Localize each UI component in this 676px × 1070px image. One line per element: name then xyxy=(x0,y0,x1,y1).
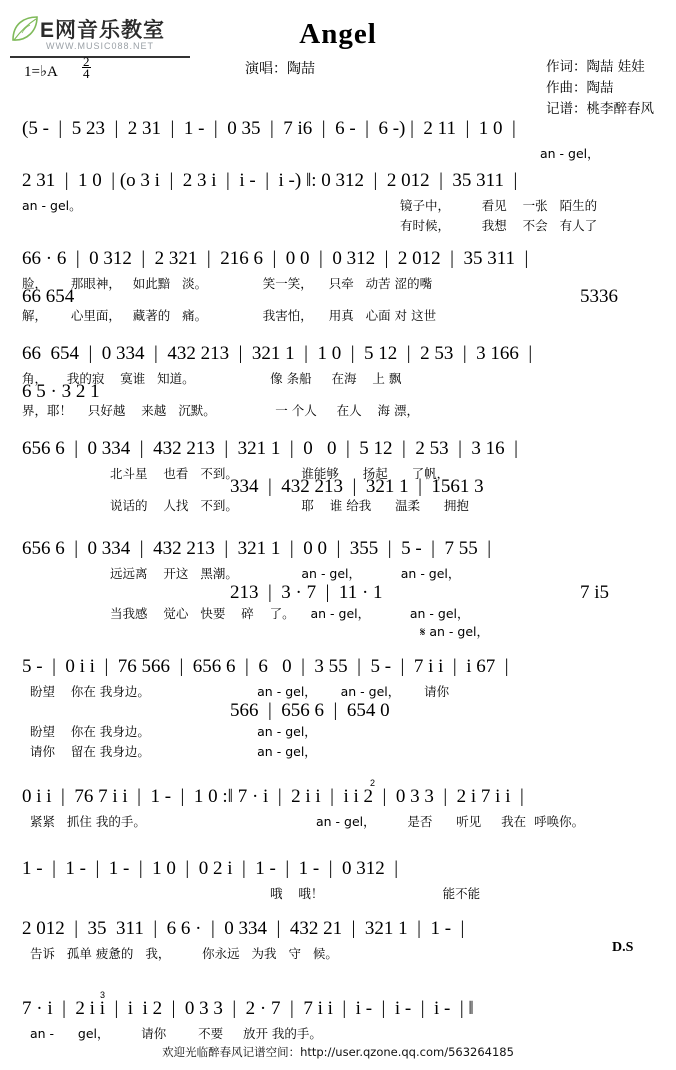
lyric-line: 镜子中， 看见 一张 陌生的 xyxy=(400,198,598,213)
staff-row xyxy=(0,118,676,170)
ds-marking: D.S xyxy=(612,940,634,955)
meter-numerator: 2 xyxy=(83,54,90,69)
credit-lyricist: 作词：陶喆 娃娃 xyxy=(546,59,645,75)
notation-line: 1 - | 1 - | 1 - | 1 0 | 0 2 i | 1 - | 1 - | 0 312 | xyxy=(22,858,399,879)
lyric-line: 界，耶！ 只好越 来越 沉默。 一 个人 在人 海 漂， xyxy=(22,403,420,418)
notation-line: 2 012 | 35 311 | 6 6 · | 0 334 | 432 21 | 321 1 | 1 - | xyxy=(22,918,465,939)
singer-line: 演唱：陶喆 xyxy=(245,61,315,77)
staff-row xyxy=(0,343,676,438)
lyric-line: 解， 心里面， 藏著的 痛。 我害怕， 用真 心面 对 这世 xyxy=(22,308,437,323)
lyric-line: 角， 我的寂 寞谁 知道。 像 条船 在海 上 飘 xyxy=(22,371,402,386)
lyric-line: 盼望 你在 我身边。 an - gel， xyxy=(30,724,317,739)
staff-row xyxy=(0,170,676,248)
lyric-line: 哦 哦！ 能不能 xyxy=(270,886,481,901)
lyric-line: an - gel， 是否 听见 我在 呼唤你。 xyxy=(316,814,585,829)
notation-fragment: 213 | 3 · 7 | 11 · 1 xyxy=(230,582,383,603)
credits-block xyxy=(546,57,654,120)
notation-fragment: 2 xyxy=(370,778,376,788)
notation-fragment: 6 5 · 3 2 1 xyxy=(22,381,100,402)
meter-denominator: 4 xyxy=(83,66,90,81)
notation-line: 2 31 | 1 0 | (o 3 i | 2 3 i | i - | i -) ‖: 0 312 | 2 012 | 35 311 | xyxy=(22,170,518,191)
notation-line: 5 - | 0 i i | 76 566 | 656 6 | 6 0 | 3 55 | 5 - | 7 i i | i 67 | xyxy=(22,656,509,677)
logo-subtext: WWW.MUSIC088.NET xyxy=(46,41,155,51)
lyric-line: 有时候， 我想 不会 有人了 xyxy=(400,218,598,233)
notation-line: 656 6 | 0 334 | 432 213 | 321 1 | 0 0 | 5 12 | 2 53 | 3 16 | xyxy=(22,438,518,459)
notation-fragment: 7 i5 xyxy=(580,582,610,603)
notation-fragment: 334 | 432 213 | 321 1 | 1561 3 xyxy=(230,476,484,497)
notation-line: 66 · 6 | 0 312 | 2 321 | 216 6 | 0 0 | 0 312 | 2 012 | 35 311 | xyxy=(22,248,529,269)
footer-note: 欢迎光临醉春风记谱空间：http://user.qzone.qq.com/563264185 xyxy=(162,1045,514,1059)
notation-fragment: 3 xyxy=(100,990,106,1000)
lyric-line: 说话的 人找 不到。 耶 谁 给我 温柔 拥抱 xyxy=(110,498,469,513)
notation-line: 7 · i | 2 i i | i i 2 | 0 3 3 | 2 · 7 | 7 i i | i - | i - | i - | ‖ xyxy=(22,998,474,1019)
notation-fragment: 566 | 656 6 | 654 0 xyxy=(230,700,390,721)
notation-fragment: 𝄋 an - gel， xyxy=(420,624,489,639)
lyric-line: an - gel。 xyxy=(22,198,82,213)
notation-line: (5 - | 5 23 | 2 31 | 1 - | 0 35 | 7 i6 | 6 - | 6 -) | 2 11 | 1 0 | xyxy=(22,118,516,139)
staff-row xyxy=(0,918,676,998)
notation-fragment: 5336 xyxy=(580,286,618,307)
lyric-line: 脸， 那眼神， 如此黯 淡。 笑一笑， 只牵 动苦 涩的嘴 xyxy=(22,276,433,291)
lyric-line: an - gel， xyxy=(540,146,600,161)
staff-row xyxy=(0,538,676,656)
staff-row xyxy=(0,656,676,786)
staff-row xyxy=(0,778,676,858)
lyric-line: 盼望 你在 我身边。 an - gel， an - gel， 请你 xyxy=(30,684,450,699)
page-title: Angel xyxy=(299,18,377,50)
lyric-line: an - gel， 请你 不要 放开 我的手。 xyxy=(30,1026,322,1041)
lyric-line: 远远离 开这 黑潮。 an - gel， an - gel， xyxy=(110,566,461,581)
credit-transcriber: 记谱：桃李醉春风 xyxy=(546,101,654,117)
credit-composer: 作曲：陶喆 xyxy=(546,80,614,96)
key-signature: 1=♭A xyxy=(24,64,58,80)
staff-row xyxy=(0,248,676,343)
lyric-line: 北斗星 也看 不到。 谁能够 扬起 了帆， xyxy=(110,466,450,481)
time-signature xyxy=(82,56,91,79)
logo-brand: E网音乐教室 xyxy=(40,19,166,42)
notation-fragment: 66 654 xyxy=(22,286,75,307)
staff-row xyxy=(0,438,676,538)
notation-line: 0 i i | 76 7 i i | 1 - | 1 0 :‖ 7 · i | 2 i i | i i 2 | 0 3 3 | 2 i 7 i i | xyxy=(22,786,524,807)
lyric-line: 当我感 觉心 快要 碎 了。 an - gel， an - gel， xyxy=(110,606,470,621)
notation-line: 66 654 | 0 334 | 432 213 | 321 1 | 1 0 | 5 12 | 2 53 | 3 166 | xyxy=(22,343,533,364)
notation-line: 656 6 | 0 334 | 432 213 | 321 1 | 0 0 | 355 | 5 - | 7 55 | xyxy=(22,538,492,559)
staff-row xyxy=(0,858,676,918)
lyric-line: 请你 留在 我身边。 an - gel， xyxy=(30,744,317,759)
lyric-line: 告诉 孤单 疲惫的 我， 你永远 为我 守 候。 xyxy=(30,946,338,961)
lyric-line: 紧紧 抓住 我的手。 xyxy=(30,814,146,829)
